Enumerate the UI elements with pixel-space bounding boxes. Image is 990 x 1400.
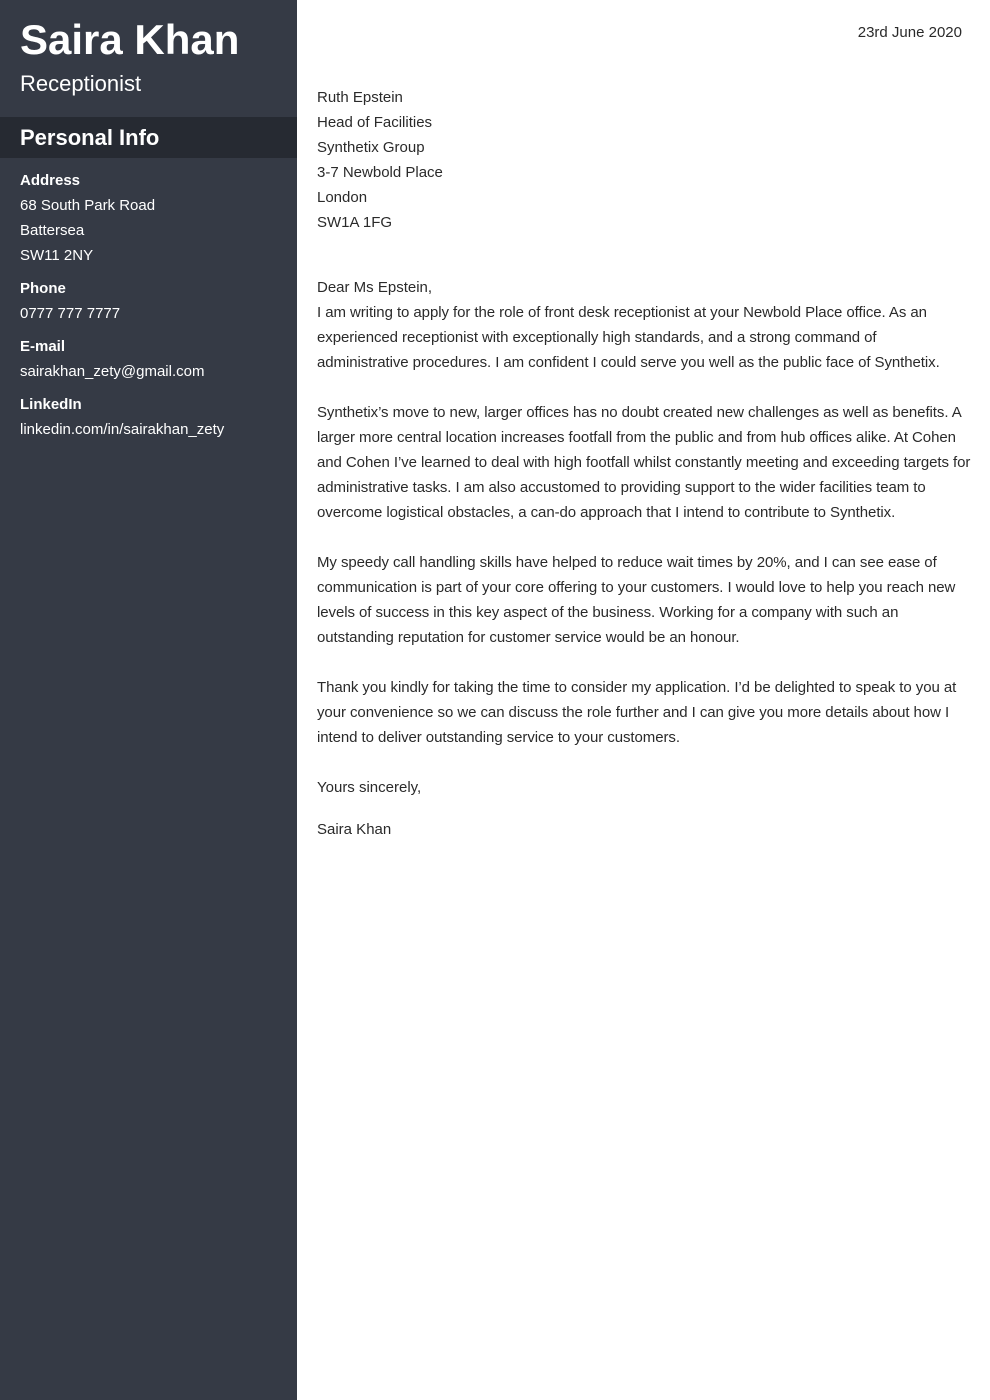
- candidate-name: Saira Khan: [20, 16, 240, 63]
- closing: Yours sincerely,: [317, 779, 422, 796]
- letter-date: 23rd June 2020: [857, 24, 962, 41]
- recipient-line: Head of Facilities: [317, 114, 433, 131]
- paragraph: Thank you kindly for taking the time to consider my application. I’d be delighted to speak to you at your convenience so we can discuss the role further and I can give you more details about how I intend to deliver outstanding service to your customers.: [317, 679, 957, 746]
- email-label: E-mail: [20, 338, 66, 355]
- recipient-line: 3-7 Newbold Place: [317, 164, 443, 181]
- phone-group: [20, 276, 290, 326]
- linkedin-label: LinkedIn: [20, 396, 82, 413]
- paragraph: My speedy call handling skills have helped to reduce wait times by 20%, and I can see ease of communication is part of your core offering to your customers. I would love to help you reach new levels of success in this key aspect of the business. Working for a company with such an outstanding reputation for customer service would be an honour.: [317, 554, 956, 646]
- letter-content: [317, 275, 972, 859]
- personal-info-header: [0, 117, 297, 158]
- job-title: Receptionist: [20, 71, 142, 96]
- signature: Saira Khan: [317, 821, 392, 838]
- paragraph: I am writing to apply for the role of front desk receptionist at your Newbold Place office. As an experienced receptionist with exceptionally high standards, and a strong command of administrative procedures. I am confident I could serve you well as the public face of Synthetix.: [317, 304, 940, 371]
- address-line: SW11 2NY: [20, 247, 94, 264]
- personal-info: [20, 168, 290, 450]
- section-title: Personal Info: [20, 125, 160, 150]
- address-line: 68 South Park Road: [20, 197, 156, 214]
- address-group: [20, 168, 290, 268]
- linkedin-value: linkedin.com/in/sairakhan_zety: [20, 421, 225, 438]
- recipient-line: SW1A 1FG: [317, 214, 393, 231]
- recipient-line: London: [317, 189, 368, 206]
- email-value: sairakhan_zety@gmail.com: [20, 363, 205, 380]
- recipient-address: [317, 85, 972, 235]
- address-label: Address: [20, 172, 81, 189]
- linkedin-group: [20, 392, 290, 442]
- recipient-line: Ruth Epstein: [317, 89, 403, 106]
- phone-label: Phone: [20, 280, 66, 297]
- address-line: Battersea: [20, 222, 85, 239]
- email-group: [20, 334, 290, 384]
- recipient-line: Synthetix Group: [317, 139, 425, 156]
- sidebar: [0, 0, 297, 1400]
- salutation: Dear Ms Epstein,: [317, 279, 433, 296]
- phone-value: 0777 777 7777: [20, 305, 121, 322]
- paragraph: Synthetix’s move to new, larger offices has no doubt created new challenges as well as benefits. A larger more central location increases footfall from the public and from hub offices alike. At Cohen and Cohen I’ve learned to deal with high footfall whilst constantly meeting and exceeding targets for administrative tasks. I am also accustomed to providing support to the wider facilities team to overcome logistical obstacles, a can-do approach that I intend to contribute to Synthetix.: [317, 404, 971, 521]
